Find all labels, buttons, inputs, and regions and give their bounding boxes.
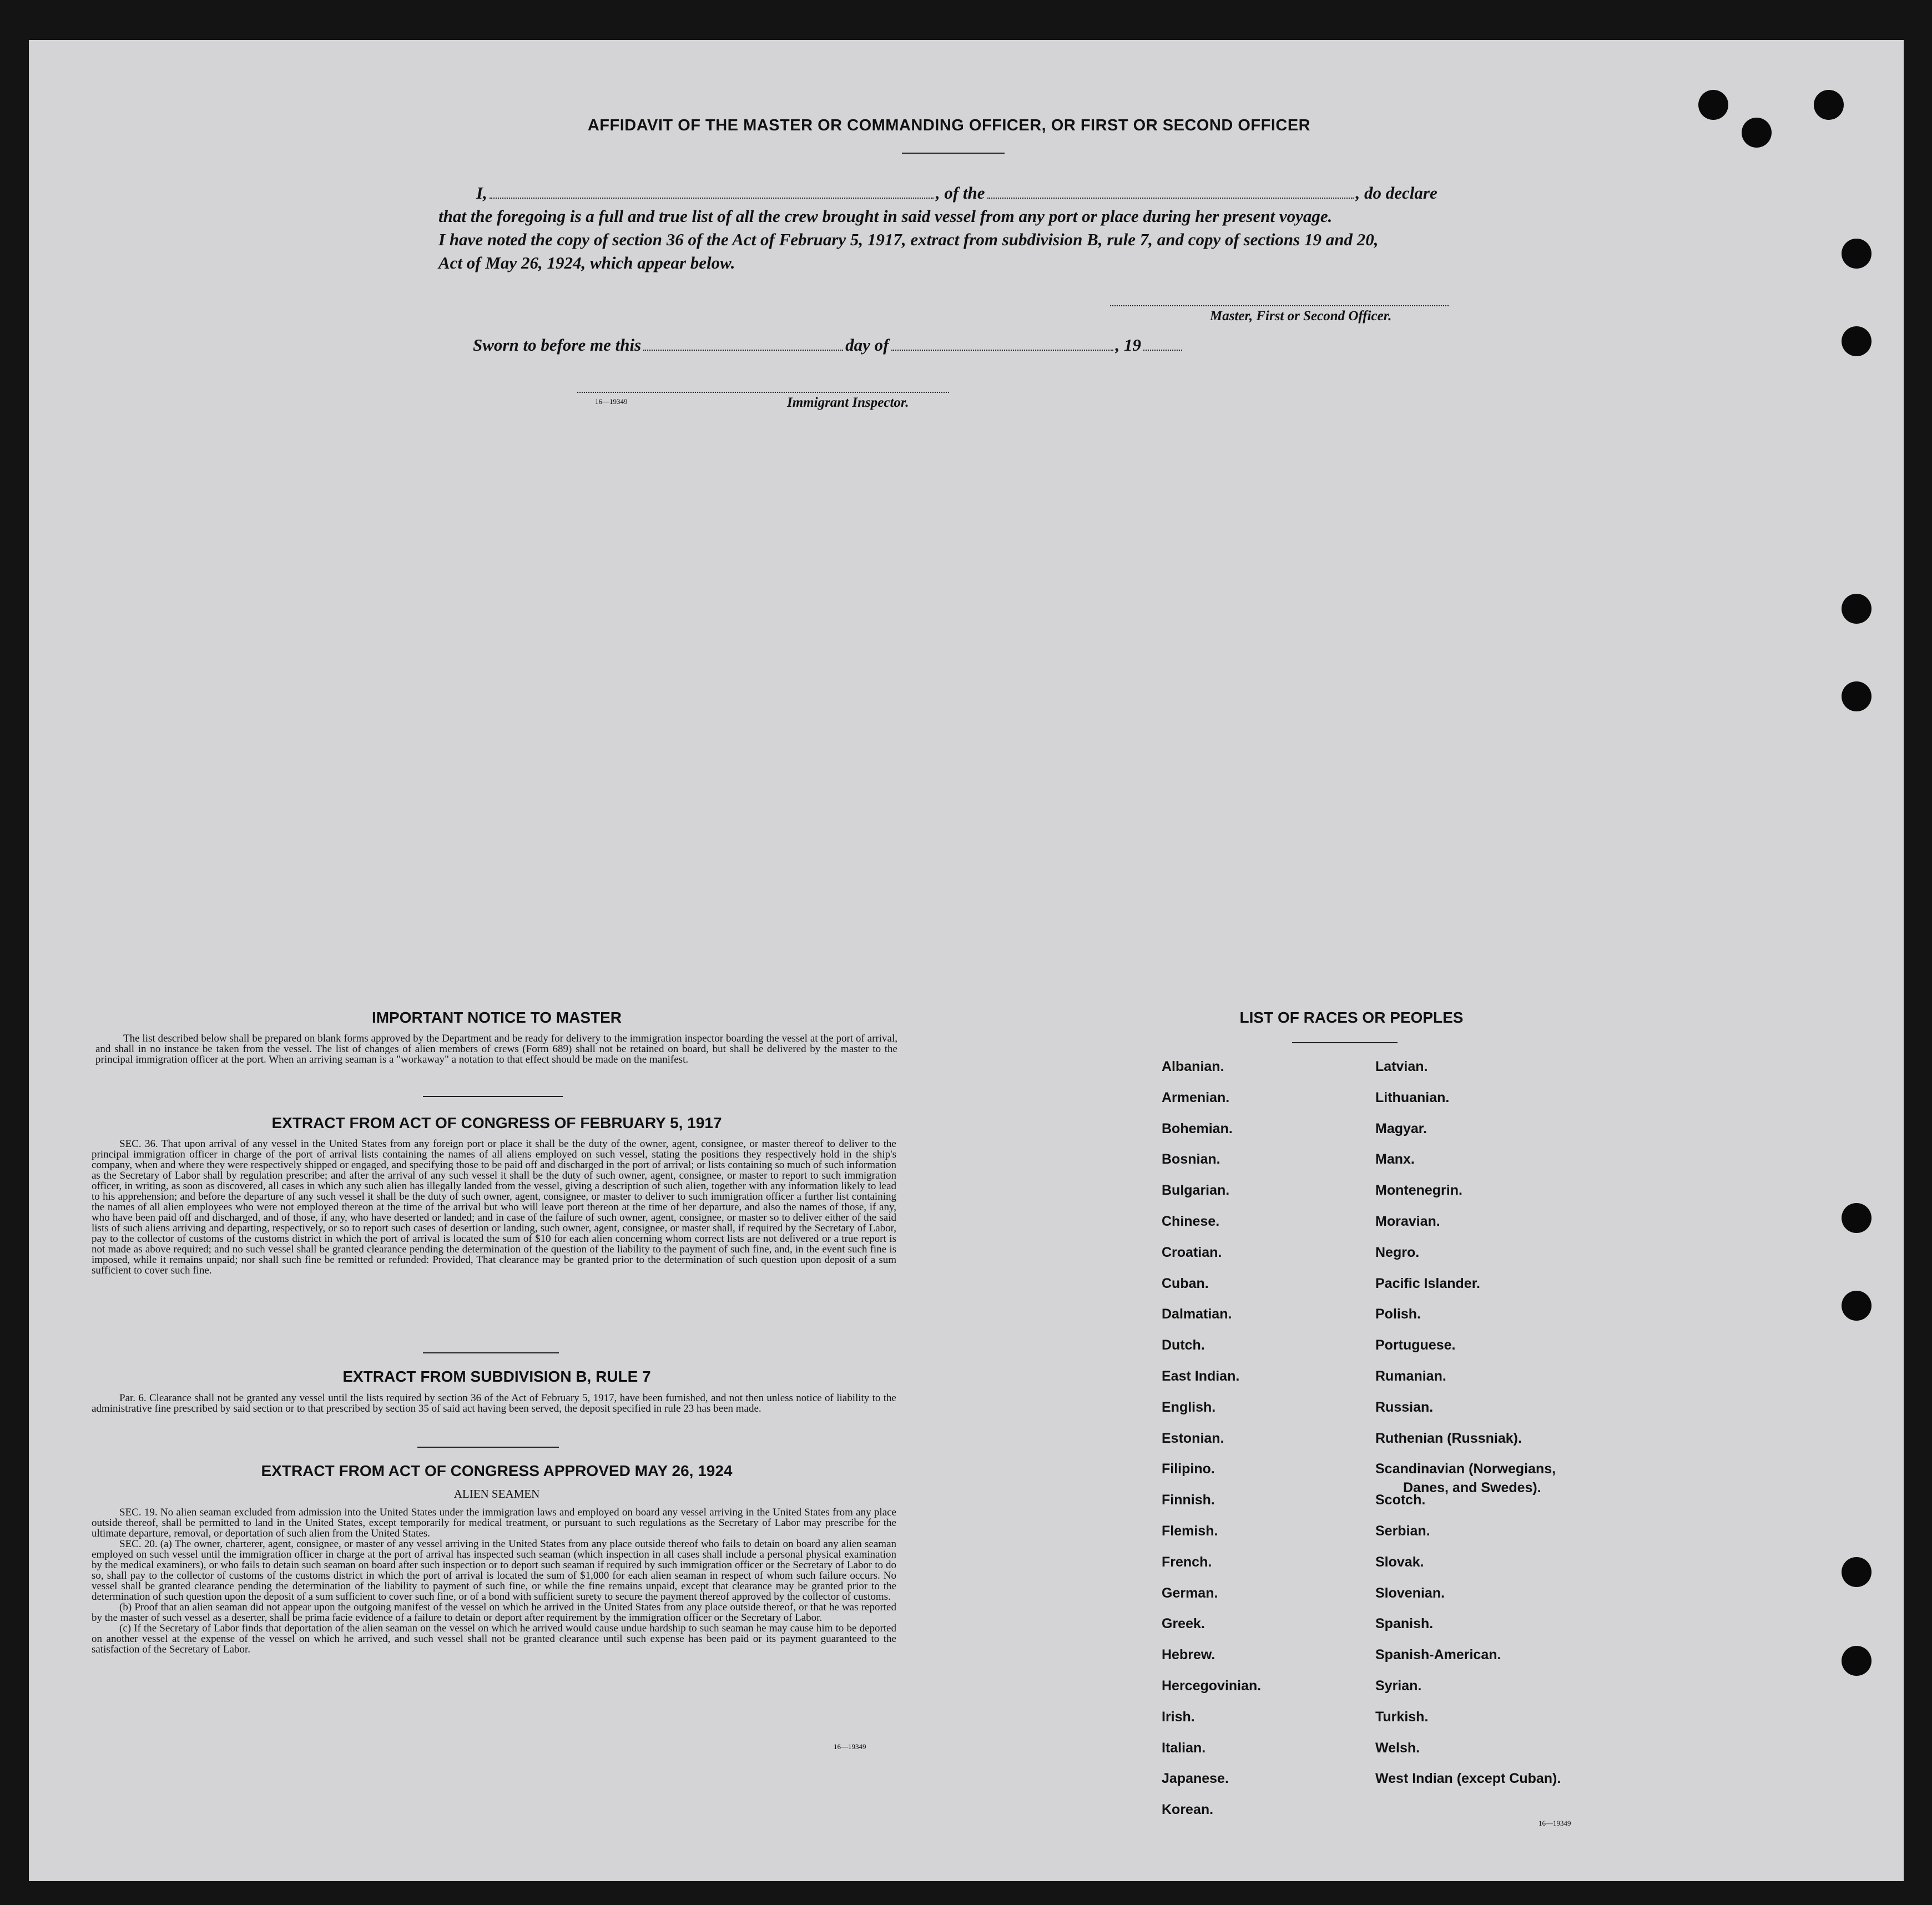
sworn-line: Sworn to before me this day of , 19 [473, 335, 1184, 355]
affidavit-line-1: I, , of the , do declare [476, 183, 1437, 203]
race-item: West Indian (except Cuban). [1375, 1771, 1561, 1787]
race-item: East Indian. [1162, 1368, 1240, 1384]
punch-hole [1842, 681, 1872, 711]
race-item: German. [1162, 1585, 1218, 1601]
extract-1924-text: SEC. 19. No alien seaman excluded from admission into the United States under the immigration laws and employed on board any vessel arriving in the United States from any place outside thereof, shall be permitted to land in the United States, except temporarily for medical treatment, or pursuant to such regulations as the Secretary of Labor may prescribe for the ultimate departure, removal, or deportation of such alien from the United States. SEC. 20. (a) The owner, charterer, agent, consignee, or master of any vessel arriving in the United States from any place outside thereof who fails to detain on board any alien seaman employed on such vessel until the immigration officer in charge at the port of arrival has inspected such seaman (which inspection in all cases shall include a personal physical examination by the medical examiners), or who fails to detain such seaman on board after such inspection or to deport such seaman if required by such immigration officer or the Secretary of Labor to do so, shall pay to the collector of customs of the customs district in which the port of arrival is located the sum of $1,000 for each alien seaman in respect of whom such failure occurs. No vessel shall be granted clearance pending the determination of the liability to payment of such fine, or while the fine remains unpaid, except that clearance may be granted prior to the determination of such question upon the deposit of a sum sufficient to cover such fine, or of a bond with sufficient surety to secure the payment thereof approved by the collector of customs. (b) Proof that an alien seaman did not appear upon the outgoing manifest of the vessel on which he arrived in the United States from any place outside thereof, or that he was reported by the master of such vessel as a deserter, shall be prima facie evidence of a failure to detain or deport after requirement by the immigration officer or the Secretary of Labor. (c) If the Secretary of Labor finds that deportation of the alien seaman on the vessel on which he arrived would cause undue hardship to such seaman he may cause him to be deported on another vessel at the expense of the vessel on which he arrived, and such vessel shall not be granted clearance until such expense has been paid or its payment guaranteed to the satisfaction of the Secretary of Labor. [92, 1507, 896, 1655]
race-item: Negro. [1375, 1244, 1420, 1260]
race-item: Albanian. [1162, 1059, 1224, 1074]
race-item: Dutch. [1162, 1337, 1205, 1353]
race-item: Estonian. [1162, 1430, 1224, 1446]
affidavit-line-2: that the foregoing is a full and true list of all the crew brought in said vessel from any port or place during her present voyage. [438, 206, 1333, 226]
race-item: Chinese. [1162, 1214, 1220, 1229]
race-item: Bohemian. [1162, 1120, 1233, 1136]
race-item: Filipino. [1162, 1461, 1215, 1477]
race-item: Latvian. [1375, 1059, 1428, 1074]
race-item: Spanish-American. [1375, 1647, 1501, 1663]
race-item: Ruthenian (Russniak). [1375, 1430, 1522, 1446]
race-item: Hebrew. [1162, 1647, 1215, 1663]
punch-hole [1842, 326, 1872, 356]
race-item: Russian. [1375, 1399, 1434, 1415]
divider [423, 1352, 559, 1353]
sworn-year-field[interactable] [1143, 349, 1182, 351]
race-item: Greek. [1162, 1616, 1205, 1632]
race-item: Syrian. [1375, 1678, 1422, 1694]
race-item: Hercegovinian. [1162, 1678, 1262, 1694]
sworn-month-field[interactable] [891, 349, 1113, 351]
race-item: Montenegrin. [1375, 1183, 1462, 1199]
race-item: Rumanian. [1375, 1368, 1446, 1384]
notice-title: IMPORTANT NOTICE TO MASTER [371, 1009, 622, 1026]
race-item: Scotch. [1375, 1492, 1426, 1508]
affidavit-line-4: Act of May 26, 1924, which appear below. [438, 253, 735, 272]
divider [902, 153, 1005, 154]
name-field[interactable] [490, 197, 934, 199]
race-item: Serbian. [1375, 1523, 1430, 1539]
race-item: Lithuanian. [1375, 1089, 1450, 1105]
extract-rule7-text: Par. 6. Clearance shall not be granted any vessel until the lists required by section 36 of the Act of February 5, 1917, have been furnished, and not then unless notice of liability to the administrative fine prescribed by said section or to that prescribed by section 35 of said act having been served, the deposit specified in rule 23 has been made. [92, 1392, 896, 1414]
divider [417, 1447, 559, 1448]
race-item: Slovenian. [1375, 1585, 1445, 1601]
races-title: LIST OF RACES OR PEOPLES [1239, 1009, 1464, 1026]
race-item: Bosnian. [1162, 1151, 1220, 1168]
race-item: Portuguese. [1375, 1337, 1456, 1353]
race-item: Danes, and Swedes). [1403, 1480, 1541, 1496]
punch-hole [1842, 594, 1872, 624]
race-item: Croatian. [1162, 1244, 1222, 1260]
notice-text: The list described below shall be prepared on blank forms approved by the Department and be ready for delivery to the immigration inspector boarding the vessel at the port of arrival, and shall in no instance be taken from the vessel. The list of changes of alien members of crews (Form 689) shall not be retained on board, but shall be delivered by the master to the principal immigration officer at the port. When an arriving seaman is a "workaway" a notation to that effect should be made on the manifest. [95, 1033, 897, 1065]
alien-seamen-subtitle: ALIEN SEAMEN [453, 1487, 540, 1500]
race-item: Slovak. [1375, 1554, 1424, 1570]
vessel-field[interactable] [987, 197, 1354, 199]
extract-1924-title: EXTRACT FROM ACT OF CONGRESS APPROVED MAY 26, 1924 [261, 1462, 733, 1479]
race-item: Dalmatian. [1162, 1306, 1232, 1322]
divider [423, 1096, 563, 1097]
race-item: Irish. [1162, 1709, 1195, 1725]
race-item: Moravian. [1375, 1214, 1440, 1229]
punch-hole [1698, 90, 1728, 120]
inspector-signature-line[interactable] [577, 392, 949, 393]
punch-hole [1742, 118, 1772, 148]
affidavit-title: AFFIDAVIT OF THE MASTER OR COMMANDING OFFICER, OR FIRST OR SECOND OFFICER [587, 117, 1311, 134]
race-item: Manx. [1375, 1151, 1415, 1168]
race-item: Turkish. [1375, 1709, 1429, 1725]
race-item: Japanese. [1162, 1771, 1229, 1787]
punch-hole [1842, 1291, 1872, 1321]
race-item: Welsh. [1375, 1740, 1420, 1756]
sworn-day-field[interactable] [643, 349, 843, 351]
race-item: Finnish. [1162, 1492, 1215, 1508]
punch-hole [1842, 1646, 1872, 1676]
extract-1917-title: EXTRACT FROM ACT OF CONGRESS OF FEBRUARY 5, 1917 [271, 1114, 722, 1131]
form-number: 16—19349 [1538, 1819, 1571, 1827]
punch-hole [1842, 1557, 1872, 1587]
punch-hole [1842, 1203, 1872, 1233]
form-number: 16—19349 [834, 1742, 866, 1751]
race-item: Magyar. [1375, 1120, 1427, 1136]
inspector-label: Immigrant Inspector. [787, 395, 909, 410]
race-item: Spanish. [1375, 1616, 1434, 1632]
punch-hole [1814, 90, 1844, 120]
race-item: English. [1162, 1399, 1216, 1415]
race-item: French. [1162, 1554, 1212, 1570]
signature-label: Master, First or Second Officer. [1210, 309, 1392, 324]
divider [1292, 1042, 1398, 1043]
race-item: Pacific Islander. [1375, 1275, 1480, 1291]
race-item: Bulgarian. [1162, 1183, 1230, 1199]
race-item: Italian. [1162, 1740, 1206, 1756]
affidavit-line-3: I have noted the copy of section 36 of the Act of February 5, 1917, extract from subdivision B, rule 7, and copy of sections 19 and 20, [438, 230, 1379, 249]
extract-rule7-title: EXTRACT FROM SUBDIVISION B, RULE 7 [342, 1368, 651, 1385]
race-item: Armenian. [1162, 1089, 1230, 1105]
form-number: 16—19349 [595, 397, 628, 406]
race-item: Polish. [1375, 1306, 1421, 1322]
signature-line[interactable] [1110, 305, 1449, 306]
race-item: Flemish. [1162, 1523, 1218, 1539]
punch-hole [1842, 239, 1872, 269]
extract-1917-text: SEC. 36. That upon arrival of any vessel in the United States from any foreign port or place it shall be the duty of the owner, agent, consignee, or master thereof to deliver to the principal immigration officer in charge of the port of arrival lists containing the names of all aliens employed on such vessel, stating the positions they respectively hold in the ship's company, when and where they were respectively shipped or engaged, and specifying those to be paid off and discharged in the port of arrival; or lists containing so much of such information as the Secretary of Labor shall by regulation prescribe; and after the arrival of any such vessel it shall be the duty of such owner, agent, consignee, or master to report to such immigration officer, in writing, as soon as discovered, all cases in which any such alien has illegally landed from the vessel, giving a description of such alien, together with any information likely to lead to his apprehension; and before the departure of any such vessel it shall be the duty of such owner, agent, consignee, or master to deliver to such immigration officer a further list containing the names of all alien employees who were not employed thereon at the time of the arrival but who will leave port thereon at the time of her departure, and also the names of those, if any, who have been paid off and discharged, and of those, if any, who have deserted or landed; and in case of the failure of such owner, agent, consignee, or master so to deliver either of the said lists of such aliens arriving and departing, respectively, or so to report such cases of desertion or landing, such owner, agent, consignee, or master shall, if required by the Secretary of Labor, pay to the collector of customs of the customs district in which the port of arrival is located the sum of $10 for each alien concerning whom correct lists are not delivered or a true report is not made as above required; and no such vessel shall be granted clearance pending the determination of the question of the liability to the payment of such fine, and, in the event such fine is imposed, while it remains unpaid; nor shall such fine be remitted or refunded: Provided, That clearance may be granted prior to the determination of such question upon deposit of a sum sufficient to cover such fine. [92, 1138, 896, 1276]
race-item: Korean. [1162, 1802, 1214, 1818]
race-item: Scandinavian (Norwegians, [1375, 1461, 1556, 1477]
race-item: Cuban. [1162, 1275, 1209, 1291]
